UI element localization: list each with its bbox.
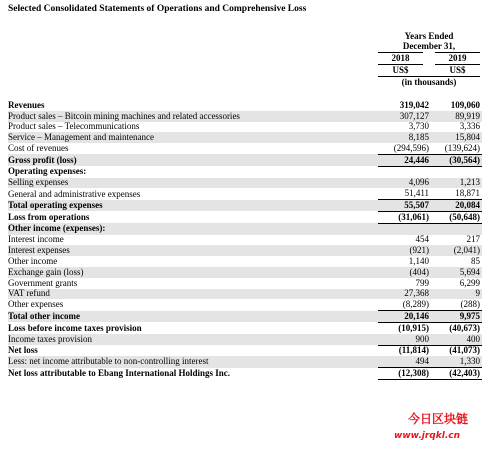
row-value-2018: 1,140	[408, 256, 429, 267]
table-row	[8, 166, 482, 177]
table-row	[8, 143, 482, 154]
table-row	[8, 245, 482, 256]
row-value-2018: (11,814)	[378, 345, 432, 356]
row-value-2018	[378, 223, 432, 234]
table-row	[8, 154, 482, 166]
table-row	[8, 188, 482, 199]
row-label: Other income (expenses):	[8, 223, 378, 234]
row-label: Net loss	[8, 345, 38, 356]
table-row	[8, 235, 482, 246]
row-value-2019	[432, 166, 482, 177]
row-value-2018: 494	[378, 356, 432, 367]
row-value-2018: 799	[415, 277, 429, 288]
row-label: Exchange gain (loss)	[8, 267, 378, 278]
row-value-2019: 6,299	[459, 277, 480, 288]
row-value-2019: 3,336	[459, 121, 480, 132]
row-value-2018: (8,289)	[378, 299, 432, 310]
header-units: (in thousands)	[378, 76, 480, 87]
column-header	[378, 31, 480, 87]
row-label: Service – Management and maintenance	[8, 132, 378, 143]
table-row	[8, 356, 482, 367]
row-value-2019: (40,673)	[449, 322, 480, 333]
header-year-2018: 2018	[378, 52, 423, 63]
table-row	[8, 267, 482, 278]
row-value-2018: 3,730	[408, 121, 429, 132]
row-label: Product sales – Bitcoin mining machines and related accessories	[8, 111, 378, 122]
header-december: December 31,	[402, 41, 456, 51]
table-row	[8, 299, 482, 310]
row-value-2019: 9	[432, 289, 482, 300]
table-row	[8, 278, 482, 289]
row-label: General and administrative expenses	[8, 188, 141, 199]
table-row	[8, 256, 482, 267]
header-currency-2018: US$	[378, 64, 423, 75]
row-value-2019: 18,871	[455, 188, 480, 199]
table-row	[8, 289, 482, 300]
row-value-2018: 24,446	[378, 154, 432, 166]
row-value-2018: 454	[415, 234, 429, 245]
row-value-2019: 109,060	[450, 100, 480, 110]
watermark-line1: 今日区块链	[408, 412, 469, 426]
row-value-2018: 20,146	[378, 311, 432, 323]
row-label: Total operating expenses	[8, 200, 378, 212]
table-row	[8, 178, 482, 189]
row-value-2018: 27,368	[378, 289, 432, 300]
row-value-2018: 51,411	[404, 188, 429, 199]
row-value-2019: 5,694	[432, 267, 482, 278]
row-value-2018	[378, 166, 432, 177]
row-label: Gross profit (loss)	[8, 154, 378, 166]
row-label: Less: net income attributable to non-controlling interest	[8, 356, 378, 367]
statement-table	[8, 100, 482, 380]
row-label: Interest expenses	[8, 245, 378, 256]
row-value-2019: 400	[432, 334, 482, 345]
table-row	[8, 111, 482, 122]
row-value-2018: 900	[378, 334, 432, 345]
row-value-2019: (139,624)	[432, 143, 482, 154]
row-label: Income taxes provision	[8, 334, 378, 345]
header-year-2019: 2019	[435, 52, 480, 63]
table-row	[8, 368, 482, 380]
row-label: Other expenses	[8, 299, 64, 310]
row-value-2018: (12,308)	[378, 368, 432, 380]
statement-title: Selected Consolidated Statements of Operations and Comprehensive Loss	[8, 4, 307, 14]
row-value-2019: (2,041)	[432, 245, 482, 256]
row-label: Cost of revenues	[8, 143, 69, 154]
row-value-2019: 20,084	[432, 200, 482, 212]
row-label: Product sales – Telecommunications	[8, 121, 140, 132]
row-label: Interest income	[8, 234, 64, 245]
row-value-2019: (288)	[432, 299, 482, 310]
row-value-2019: 1,213	[432, 178, 482, 189]
row-label: Total other income	[8, 311, 378, 323]
table-row	[8, 334, 482, 345]
row-value-2019: 89,919	[432, 111, 482, 122]
row-label: Loss before income taxes provision	[8, 322, 142, 333]
table-row	[8, 100, 482, 111]
row-value-2019: (41,073)	[432, 345, 482, 356]
row-value-2018: 55,507	[378, 200, 432, 212]
row-label: Selling expenses	[8, 178, 378, 189]
table-row	[8, 311, 482, 323]
row-label: Loss from operations	[8, 211, 90, 222]
row-value-2018: 307,127	[378, 111, 432, 122]
row-value-2018: (10,915)	[398, 322, 429, 333]
row-value-2018: 4,096	[378, 178, 432, 189]
row-value-2019	[432, 223, 482, 234]
table-row	[8, 122, 482, 133]
row-label: Operating expenses:	[8, 166, 87, 177]
row-value-2019: (30,564)	[432, 154, 482, 166]
row-value-2018: (31,061)	[378, 211, 432, 223]
row-label: Government grants	[8, 277, 78, 288]
row-value-2019: 1,330	[432, 356, 482, 367]
watermark-logo	[388, 413, 484, 447]
row-label: Other income	[8, 256, 58, 267]
row-value-2019: 85	[471, 256, 480, 267]
row-value-2019: (50,648)	[432, 211, 482, 223]
row-value-2019: (42,403)	[432, 368, 482, 380]
row-value-2018: 8,185	[378, 132, 432, 143]
row-value-2018: (294,596)	[378, 143, 432, 154]
table-row	[8, 211, 482, 223]
table-row	[8, 345, 482, 356]
table-row	[8, 223, 482, 234]
header-years-ended: Years Ended	[404, 31, 454, 41]
watermark-line2: www.jrqkl.cn	[394, 431, 460, 441]
table-row	[8, 200, 482, 212]
table-row	[8, 132, 482, 143]
row-label: Net loss attributable to Ebang International Holdings Inc.	[8, 368, 231, 379]
row-label: Revenues	[8, 100, 45, 110]
table-row	[8, 322, 482, 333]
header-currency-2019: US$	[435, 64, 480, 75]
row-value-2019: 217	[466, 234, 480, 245]
row-value-2018: 319,042	[399, 100, 429, 110]
row-value-2018: (921)	[378, 245, 432, 256]
row-value-2019: 9,975	[432, 311, 482, 323]
row-value-2018: (404)	[378, 267, 432, 278]
row-value-2019: 15,804	[432, 132, 482, 143]
row-label: VAT refund	[8, 289, 378, 300]
